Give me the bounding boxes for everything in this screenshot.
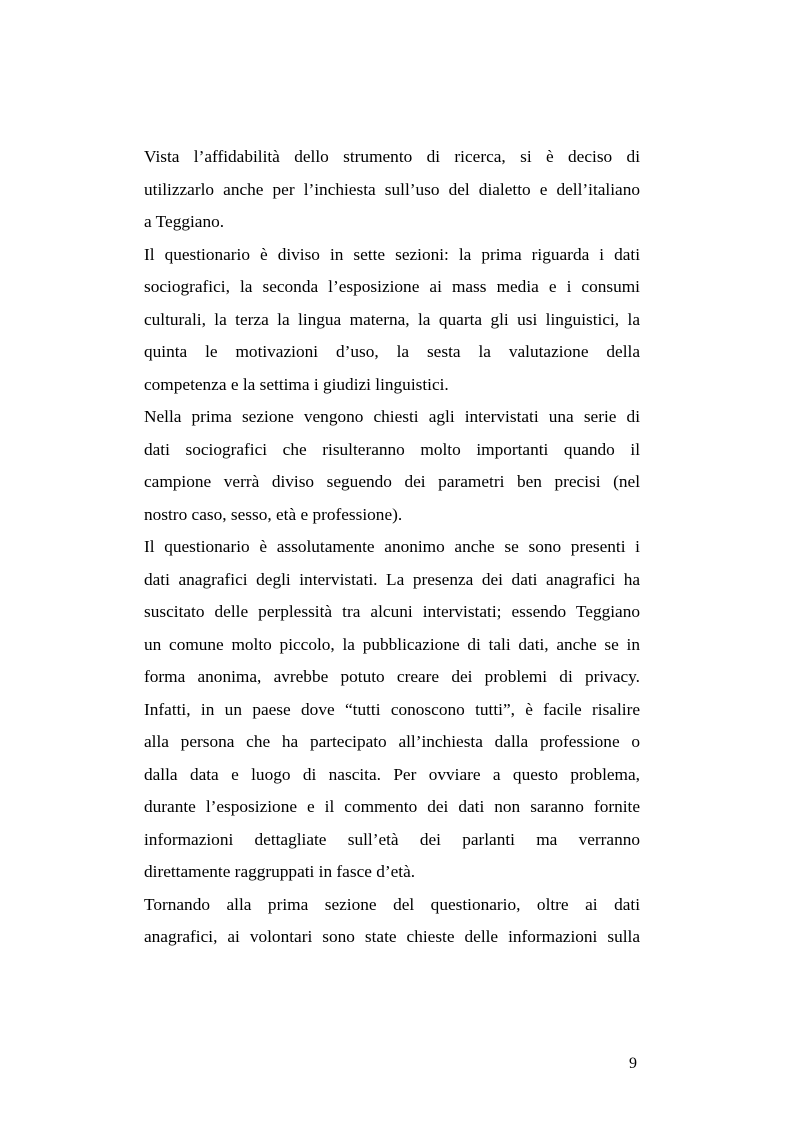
text-line: competenza e la settima i giudizi linguistici. bbox=[144, 374, 449, 394]
text-line: direttamente raggruppati in fasce d’età. bbox=[144, 862, 416, 881]
page-number: 9 bbox=[629, 1055, 637, 1072]
text-line: Il questionario è diviso in sette sezioni: la prima riguarda i dati bbox=[144, 244, 640, 264]
text-line: alla persona che ha partecipato all’inchiesta dalla professione o bbox=[144, 732, 640, 751]
text-line: culturali, la terza la lingua materna, la quarta gli usi linguistici, la bbox=[144, 309, 640, 329]
text-line: nostro caso, sesso, età e professione). bbox=[144, 504, 403, 524]
text-line: suscitato delle perplessità tra alcuni intervistati; essendo Teggiano bbox=[144, 602, 640, 621]
text-line: utilizzarlo anche per l’inchiesta sull’uso del dialetto e dell’italiano bbox=[144, 179, 640, 199]
text-line: campione verrà diviso seguendo dei parametri ben precisi (nel bbox=[144, 472, 640, 491]
text-line: dati sociografici che risulteranno molto importanti quando il bbox=[144, 439, 640, 459]
text-line: dati anagrafici degli intervistati. La presenza dei dati anagrafici ha bbox=[144, 569, 640, 589]
text-line: sociografici, la seconda l’esposizione ai mass media e i consumi bbox=[144, 277, 640, 296]
text-line: un comune molto piccolo, la pubblicazione di tali dati, anche se in bbox=[144, 634, 640, 654]
text-line: quinta le motivazioni d’uso, la sesta la valutazione della bbox=[144, 342, 640, 361]
document-body bbox=[144, 141, 640, 954]
text-line: durante l’esposizione e il commento dei dati non saranno fornite bbox=[144, 797, 640, 816]
text-line: Nella prima sezione vengono chiesti agli intervistati una serie di bbox=[144, 407, 640, 426]
text-line: anagrafici, ai volontari sono state chieste delle informazioni sulla bbox=[144, 927, 640, 946]
text-line: a Teggiano. bbox=[144, 212, 225, 231]
text-line: Tornando alla prima sezione del questionario, oltre ai dati bbox=[144, 894, 640, 914]
text-line: Infatti, in un paese dove “tutti conoscono tutti”, è facile risalire bbox=[144, 699, 640, 719]
text-line: forma anonima, avrebbe potuto creare dei problemi di privacy. bbox=[144, 667, 640, 686]
text-line: Il questionario è assolutamente anonimo anche se sono presenti i bbox=[144, 537, 640, 556]
text-line: dalla data e luogo di nascita. Per ovviare a questo problema, bbox=[144, 764, 640, 784]
text-line: informazioni dettagliate sull’età dei parlanti ma verranno bbox=[144, 829, 640, 849]
text-line: Vista l’affidabilità dello strumento di ricerca, si è deciso di bbox=[144, 147, 640, 166]
